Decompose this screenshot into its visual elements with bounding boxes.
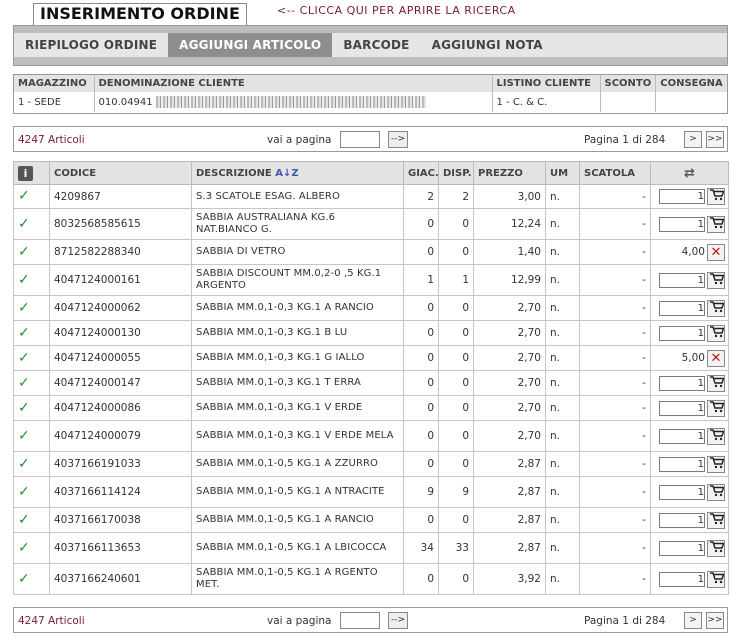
add-to-cart-icon[interactable]	[707, 484, 725, 501]
add-to-cart-icon[interactable]	[707, 400, 725, 417]
cell-prezzo: 2,70	[474, 321, 546, 346]
cell-descrizione: SABBIA MM.0,1-0,3 KG.1 V ERDE MELA	[192, 421, 404, 452]
cell-codice: 4047124000086	[50, 396, 192, 421]
cell-descrizione: SABBIA MM.0,1-0,5 KG.1 A NTRACITE	[192, 477, 404, 508]
cell-scatola: -	[580, 346, 651, 371]
check-icon: ✓	[18, 483, 30, 500]
goto-page-button[interactable]: -->	[388, 131, 408, 148]
cell-prezzo: 3,92	[474, 564, 546, 595]
info-icon: i	[18, 166, 33, 181]
table-row	[14, 296, 729, 321]
cell-codice: 4037166240601	[50, 564, 192, 595]
add-to-cart-icon[interactable]	[707, 300, 725, 317]
sort-az-icon[interactable]: A↓Z	[275, 167, 299, 179]
client-denominazione	[94, 92, 492, 112]
table-row	[14, 185, 729, 209]
check-icon: ✓	[18, 299, 30, 316]
cell-action	[651, 185, 729, 209]
cell-um: n.	[546, 371, 580, 396]
add-to-cart-icon[interactable]	[707, 512, 725, 529]
header-um: UM	[546, 162, 580, 185]
open-search-link[interactable]: <-- CLICCA QUI PER APRIRE LA RICERCA	[277, 4, 516, 17]
quantity-input[interactable]: 1	[659, 189, 705, 204]
goto-page-label: vai a pagina	[267, 134, 332, 146]
quantity-input[interactable]: 1	[659, 541, 705, 556]
add-to-cart-icon[interactable]	[707, 216, 725, 233]
next-page-button[interactable]: >	[684, 612, 702, 629]
cell-um: n.	[546, 508, 580, 533]
cell-disp: 2	[439, 185, 474, 209]
status-cell	[14, 209, 50, 240]
header-descrizione-label: DESCRIZIONE	[196, 167, 272, 179]
cell-codice: 4047124000147	[50, 371, 192, 396]
cell-disp: 0	[439, 371, 474, 396]
status-cell	[14, 296, 50, 321]
title-row	[0, 0, 742, 26]
cell-prezzo: 2,87	[474, 452, 546, 477]
cell-giac: 1	[404, 265, 439, 296]
status-cell	[14, 321, 50, 346]
cell-um: n.	[546, 346, 580, 371]
next-page-button[interactable]: >	[684, 131, 702, 148]
cell-disp: 33	[439, 533, 474, 564]
page-info: Pagina 1 di 284	[584, 615, 666, 627]
article-count: 4247 Articoli	[18, 615, 85, 627]
check-icon: ✓	[18, 455, 30, 472]
cell-disp: 1	[439, 265, 474, 296]
cell-um: n.	[546, 209, 580, 240]
client-code: 010.04941	[98, 97, 153, 108]
cell-prezzo: 2,87	[474, 477, 546, 508]
check-icon: ✓	[18, 511, 30, 528]
cell-scatola: -	[580, 265, 651, 296]
cell-disp: 0	[439, 508, 474, 533]
quantity-input[interactable]: 1	[659, 273, 705, 288]
status-cell	[14, 421, 50, 452]
cell-prezzo: 2,87	[474, 533, 546, 564]
last-page-button[interactable]: >>	[706, 612, 724, 629]
cell-action	[651, 396, 729, 421]
status-cell	[14, 564, 50, 595]
article-count: 4247 Articoli	[18, 134, 85, 146]
cell-codice: 4047124000062	[50, 296, 192, 321]
check-icon: ✓	[18, 271, 30, 288]
cell-descrizione: SABBIA DISCOUNT MM.0,2-0 ,5 KG.1 ARGENTO	[192, 265, 404, 296]
cell-disp: 0	[439, 421, 474, 452]
cell-descrizione: SABBIA MM.0,1-0,5 KG.1 A RANCIO	[192, 508, 404, 533]
cell-prezzo: 12,24	[474, 209, 546, 240]
table-row	[14, 477, 729, 508]
quantity-input[interactable]: 1	[659, 301, 705, 316]
cell-disp: 0	[439, 564, 474, 595]
table-row	[14, 371, 729, 396]
header-scatola: SCATOLA	[580, 162, 651, 185]
header-swap[interactable]	[651, 162, 729, 185]
status-cell	[14, 452, 50, 477]
cell-scatola: -	[580, 508, 651, 533]
cell-giac: 0	[404, 321, 439, 346]
table-row	[14, 533, 729, 564]
status-cell	[14, 185, 50, 209]
table-row	[14, 452, 729, 477]
cell-scatola: -	[580, 371, 651, 396]
table-row	[14, 209, 729, 240]
goto-page-input[interactable]	[340, 131, 380, 148]
cell-action	[651, 265, 729, 296]
table-row	[14, 321, 729, 346]
cell-codice: 4037166114124	[50, 477, 192, 508]
cell-descrizione: SABBIA MM.0,1-0,3 KG.1 A RANCIO	[192, 296, 404, 321]
cell-prezzo: 3,00	[474, 185, 546, 209]
pager-top	[13, 126, 728, 152]
cell-disp: 0	[439, 321, 474, 346]
cell-codice: 4037166170038	[50, 508, 192, 533]
remove-icon[interactable]: ✕	[707, 244, 725, 261]
table-row	[14, 346, 729, 371]
cell-scatola: -	[580, 321, 651, 346]
page-title: INSERIMENTO ORDINE	[33, 3, 247, 26]
goto-page-input[interactable]	[340, 612, 380, 629]
goto-page-label: vai a pagina	[267, 615, 332, 627]
cell-prezzo: 2,70	[474, 421, 546, 452]
cell-giac: 2	[404, 185, 439, 209]
cell-scatola: -	[580, 396, 651, 421]
tab-strip	[14, 33, 727, 57]
add-to-cart-icon[interactable]	[707, 571, 725, 588]
cell-descrizione: SABBIA MM.0,1-0,3 KG.1 T ERRA	[192, 371, 404, 396]
cell-action	[651, 240, 729, 265]
cell-action	[651, 421, 729, 452]
cell-scatola: -	[580, 477, 651, 508]
cell-codice: 4047124000055	[50, 346, 192, 371]
client-magazzino: 1 - SEDE	[14, 92, 94, 112]
status-cell	[14, 240, 50, 265]
client-consegna	[656, 92, 727, 112]
cell-scatola: -	[580, 209, 651, 240]
cell-descrizione: SABBIA AUSTRALIANA KG.6 NAT.BIANCO G.	[192, 209, 404, 240]
cell-action	[651, 346, 729, 371]
cell-disp: 0	[439, 346, 474, 371]
add-to-cart-icon[interactable]	[707, 456, 725, 473]
add-to-cart-icon[interactable]	[707, 325, 725, 342]
check-icon: ✓	[18, 188, 30, 204]
cell-um: n.	[546, 321, 580, 346]
header-listino: LISTINO CLIENTE	[492, 75, 600, 92]
cell-um: n.	[546, 452, 580, 477]
tab-riepilogo-ordine[interactable]: RIEPILOGO ORDINE	[25, 38, 158, 52]
header-giac: GIAC.	[404, 162, 439, 185]
cell-codice: 4047124000079	[50, 421, 192, 452]
cell-descrizione: SABBIA MM.0,1-0,5 KG.1 A ZZURRO	[192, 452, 404, 477]
tab-bar	[13, 25, 728, 66]
cell-disp: 0	[439, 396, 474, 421]
check-icon: ✓	[18, 374, 30, 391]
header-denominazione: DENOMINAZIONE CLIENTE	[94, 75, 492, 92]
table-row	[14, 421, 729, 452]
quantity-input[interactable]: 1	[659, 429, 705, 444]
add-to-cart-icon[interactable]	[707, 375, 725, 392]
cell-disp: 0	[439, 240, 474, 265]
cell-descrizione: SABBIA MM.0,1-0,3 KG.1 V ERDE	[192, 396, 404, 421]
cell-giac: 0	[404, 240, 439, 265]
cell-prezzo: 2,87	[474, 508, 546, 533]
cell-scatola: -	[580, 564, 651, 595]
page-info: Pagina 1 di 284	[584, 134, 666, 146]
cell-codice: 4047124000130	[50, 321, 192, 346]
cell-action	[651, 477, 729, 508]
status-cell	[14, 265, 50, 296]
cell-giac: 0	[404, 508, 439, 533]
quantity-input[interactable]: 1	[659, 457, 705, 472]
status-cell	[14, 346, 50, 371]
header-info	[14, 162, 50, 185]
cell-um: n.	[546, 533, 580, 564]
cell-prezzo: 1,40	[474, 240, 546, 265]
cart-quantity: 4,00	[681, 246, 705, 258]
cell-action	[651, 564, 729, 595]
cell-um: n.	[546, 396, 580, 421]
cell-codice: 4047124000161	[50, 265, 192, 296]
cell-disp: 0	[439, 209, 474, 240]
cell-scatola: -	[580, 185, 651, 209]
redacted-client-name	[156, 96, 426, 108]
status-cell	[14, 477, 50, 508]
header-prezzo: PREZZO	[474, 162, 546, 185]
header-disp: DISP.	[439, 162, 474, 185]
table-row	[14, 265, 729, 296]
cell-giac: 0	[404, 421, 439, 452]
cell-scatola: -	[580, 533, 651, 564]
cell-codice: 8032568585615	[50, 209, 192, 240]
cell-prezzo: 12,99	[474, 265, 546, 296]
client-listino: 1 - C. & C.	[492, 92, 600, 112]
tab-aggiungi-articolo[interactable]: AGGIUNGI ARTICOLO	[168, 33, 332, 57]
check-icon: ✓	[18, 243, 30, 260]
cell-descrizione: SABBIA MM.0,1-0,5 KG.1 A LBICOCCA	[192, 533, 404, 564]
cell-um: n.	[546, 240, 580, 265]
cell-giac: 0	[404, 209, 439, 240]
client-info-panel	[13, 74, 728, 114]
cell-prezzo: 2,70	[474, 396, 546, 421]
check-icon: ✓	[18, 349, 30, 366]
cell-giac: 0	[404, 296, 439, 321]
cell-prezzo: 2,70	[474, 346, 546, 371]
status-cell	[14, 396, 50, 421]
cell-codice: 4209867	[50, 185, 192, 209]
header-codice[interactable]: CODICE	[50, 162, 192, 185]
cell-action	[651, 371, 729, 396]
last-page-button[interactable]: >>	[706, 131, 724, 148]
cell-giac: 0	[404, 346, 439, 371]
cell-action	[651, 533, 729, 564]
add-to-cart-icon[interactable]	[707, 188, 725, 205]
add-to-cart-icon[interactable]	[707, 272, 725, 289]
tab-aggiungi-nota[interactable]: AGGIUNGI NOTA	[431, 38, 543, 52]
articles-table	[13, 161, 729, 595]
quantity-input[interactable]: 1	[659, 376, 705, 391]
cell-giac: 9	[404, 477, 439, 508]
cell-um: n.	[546, 265, 580, 296]
cell-descrizione: SABBIA MM.0,1-0,3 KG.1 B LU	[192, 321, 404, 346]
quantity-input[interactable]: 1	[659, 485, 705, 500]
cell-action	[651, 296, 729, 321]
status-cell	[14, 371, 50, 396]
cell-giac: 34	[404, 533, 439, 564]
cell-scatola: -	[580, 452, 651, 477]
header-consegna: CONSEGNA	[656, 75, 727, 92]
table-header-row	[14, 162, 729, 185]
cell-scatola: -	[580, 296, 651, 321]
check-icon: ✓	[18, 539, 30, 556]
cell-disp: 0	[439, 296, 474, 321]
cell-action	[651, 508, 729, 533]
cell-codice: 8712582288340	[50, 240, 192, 265]
cell-giac: 0	[404, 396, 439, 421]
quantity-input[interactable]: 1	[659, 217, 705, 232]
cell-um: n.	[546, 185, 580, 209]
check-icon: ✓	[18, 570, 30, 587]
table-row	[14, 564, 729, 595]
cell-descrizione: SABBIA MM.0,1-0,5 KG.1 A RGENTO MET.	[192, 564, 404, 595]
cell-codice: 4037166113653	[50, 533, 192, 564]
add-to-cart-icon[interactable]	[707, 428, 725, 445]
cart-quantity: 5,00	[681, 352, 705, 364]
cell-giac: 0	[404, 371, 439, 396]
quantity-input[interactable]: 1	[659, 326, 705, 341]
client-sconto	[600, 92, 656, 112]
cell-prezzo: 2,70	[474, 371, 546, 396]
client-info-table	[14, 75, 727, 112]
swap-arrows-icon[interactable]: ⇄	[684, 165, 695, 181]
cell-giac: 0	[404, 452, 439, 477]
status-cell	[14, 508, 50, 533]
check-icon: ✓	[18, 399, 30, 416]
check-icon: ✓	[18, 427, 30, 444]
cell-descrizione: SABBIA MM.0,1-0,3 KG.1 G IALLO	[192, 346, 404, 371]
table-row	[14, 508, 729, 533]
cell-um: n.	[546, 296, 580, 321]
cell-codice: 4037166191033	[50, 452, 192, 477]
check-icon: ✓	[18, 324, 30, 341]
cell-descrizione: SABBIA DI VETRO	[192, 240, 404, 265]
cell-um: n.	[546, 421, 580, 452]
cell-action	[651, 452, 729, 477]
cell-prezzo: 2,70	[474, 296, 546, 321]
header-magazzino: MAGAZZINO	[14, 75, 94, 92]
header-descrizione[interactable]	[192, 162, 404, 185]
quantity-input[interactable]: 1	[659, 513, 705, 528]
quantity-input[interactable]: 1	[659, 401, 705, 416]
goto-page-button[interactable]: -->	[388, 612, 408, 629]
cell-um: n.	[546, 564, 580, 595]
check-icon: ✓	[18, 215, 30, 232]
cell-scatola: -	[580, 421, 651, 452]
quantity-input[interactable]: 1	[659, 572, 705, 587]
cell-scatola: -	[580, 240, 651, 265]
header-sconto: SCONTO	[600, 75, 656, 92]
tab-barcode[interactable]: BARCODE	[343, 38, 410, 52]
pager-bottom	[13, 607, 728, 633]
remove-icon[interactable]: ✕	[707, 350, 725, 367]
cell-action	[651, 209, 729, 240]
cell-disp: 9	[439, 477, 474, 508]
status-cell	[14, 533, 50, 564]
cell-disp: 0	[439, 452, 474, 477]
cell-giac: 0	[404, 564, 439, 595]
table-row	[14, 396, 729, 421]
cell-descrizione: S.3 SCATOLE ESAG. ALBERO	[192, 185, 404, 209]
add-to-cart-icon[interactable]	[707, 540, 725, 557]
table-row	[14, 240, 729, 265]
cell-action	[651, 321, 729, 346]
cell-um: n.	[546, 477, 580, 508]
